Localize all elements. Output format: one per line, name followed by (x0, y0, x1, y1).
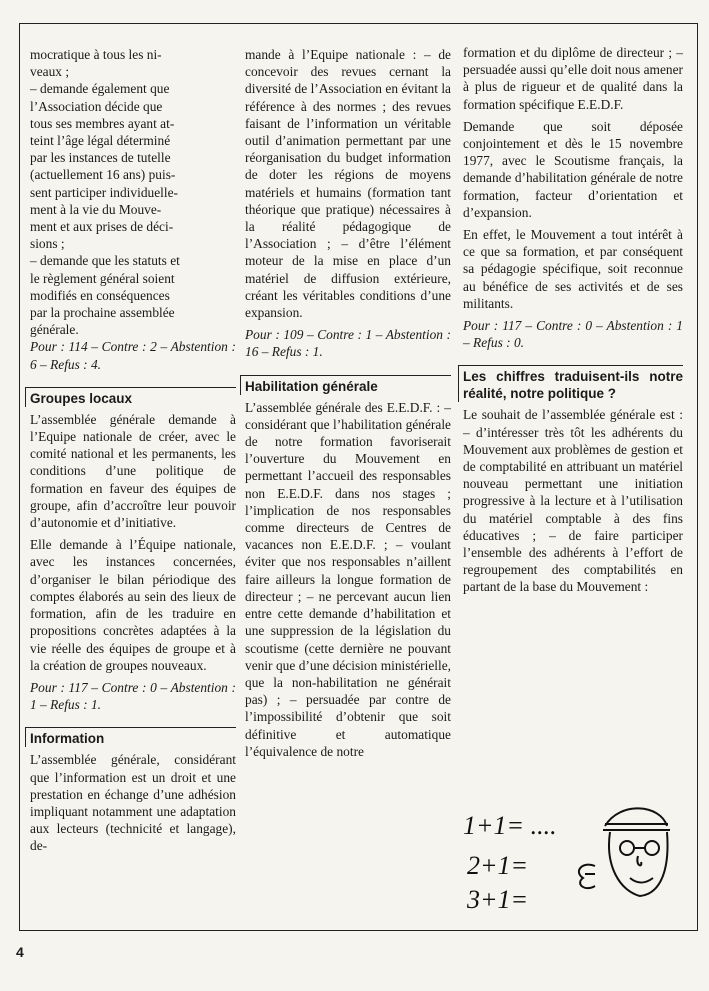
vote-result: Pour : 117 – Contre : 0 – Abstention : 1 – Refus : 0. (463, 318, 683, 351)
text-line: sions ; (30, 236, 65, 252)
text-line: tous ses membres ayant at- (30, 115, 175, 131)
equation-2: 2+1= (467, 851, 529, 880)
vote-result: Pour : 117 – Contre : 0 – Abstention : 1 – Refus : 1. (30, 679, 236, 713)
paragraph: Demande que soit déposée conjointement et dès le 15 novembre 1977, avec le Scoutisme français, la demande d’habilitation générale de notre formation, facteur d’orientation et d’expansion. (463, 118, 683, 220)
page-frame (19, 23, 698, 931)
text-line: par les instances de tutelle (30, 150, 171, 166)
text-line: (actuellement 16 ans) puis- (30, 167, 176, 183)
equation-3: 3+1= (467, 885, 529, 914)
text-line: par la prochaine assemblée (30, 305, 175, 321)
text-line: ment et aux prises de déci- (30, 219, 174, 235)
page-number: 4 (16, 944, 24, 960)
vote-result: Pour : 114 – Contre : 2 – Abstention : 6 – Refus : 4. (30, 339, 236, 372)
text-line: générale. (30, 322, 79, 338)
text-line: teint l’âge légal déterminé (30, 133, 171, 149)
text-line: ment à la vie du Mouve- (30, 201, 162, 217)
column-2 (245, 46, 451, 765)
paragraph: L’assemblée générale, considérant que l’information est un droit et une prestation en échange d’une adhésion impliquant notamment une adaptation aux lecteurs (technicité et langage), de- (30, 752, 236, 854)
text-line: modifiés en conséquences (30, 287, 170, 303)
text-line: l’Association décide que (30, 98, 163, 114)
text-line: – demande que les statuts et (30, 253, 180, 269)
cartoon-drawing (455, 796, 675, 926)
paragraph: Le souhait de l’assemblée générale est : – d’intéresser très tôt les adhérents du Mouvement aux problèmes de gestion et de comptabilité en attribuant un matériel nouveau permettant une initiation progressive à la lecture et à l’utilisation du matériel comptable à des fins éducatives ; – de faire participer l’ensemble des adhérents à l’effort de regroupement des comptabilités en partant de la base du Mouvement : (463, 407, 683, 595)
vote-result: Pour : 109 – Contre : 1 – Abstention : 16 – Refus : 1. (245, 327, 451, 360)
section-title-habilitation: Habilitation générale (240, 375, 451, 395)
face-drawing (579, 808, 670, 896)
paragraph: formation et du diplôme de directeur ; – persuadée aussi qu’elle doit nous amener à plus de rigueur et de qualité dans la formation spécifique E.E.D.F. (463, 45, 683, 112)
cartoon-illustration (455, 796, 675, 926)
paragraph: L’assemblée générale des E.E.D.F. : – considérant que l’habilitation générale de notre formation favoriserait l’ouverture du Mouvement en permettant l’accueil des responsables non E.E.D.F. dans nos stages ; l’implication de nos responsables comme directeurs de Centres de vacances non E.E.D.F. ; – voulant éviter que nos responsables n’aillent faire ailleurs la longue formation de directeur ; – ne percevant aucun lien entre cette demande d’habilitation et une suppression de la législation du scoutisme (cette dernière ne pouvant venir que d’une décision ministérielle, que la non-habilitation ne générait pas) ; – persuadée par contre de l’impossibilité d’obtenir que soit définitive et automatique l’équivalence de notre (245, 399, 451, 759)
text-line: mocratique à tous les ni- (30, 47, 162, 62)
intro-paragraph (30, 46, 236, 338)
column-3 (463, 44, 683, 601)
paragraph: L’assemblée générale demande à l’Equipe nationale de créer, avec le comité national et les permanents, les conditions d’une politique de formation en faveur des équipes de groupe, afin d’accroître leur pouvoir d’autonomie et d’initiative. (30, 411, 236, 531)
text-line: – demande également que (30, 81, 170, 97)
section-title-information: Information (25, 727, 236, 747)
column-1 (30, 46, 236, 860)
section-title-groupes-locaux: Groupes locaux (25, 387, 236, 407)
equation-1: 1+1= .... (463, 811, 557, 840)
paragraph: mande à l’Equipe nationale : – de concevoir des revues cernant la diversité de l’Association en évitant la référence à des normes ; des revues faisant de l’information un véritable outil d’animation permettant par une réorganisation du budget information de doter les régions de moyens matériels et humains (formation tant théorique que pratique) nécessaires à la réalité pédagogique de l’Association ; – d’être l’élément moteur de la mise en place d’un matériel de diffusion extérieure, créant les véritables conditions d’une expansion. (245, 47, 451, 321)
text-line: sent participer individuelle- (30, 184, 178, 200)
text-line: le règlement général soient (30, 270, 175, 286)
section-title-chiffres: Les chiffres traduisent-ils notre réalité, notre politique ? (458, 365, 683, 402)
paragraph: En effet, le Mouvement a tout intérêt à ce que sa formation, et par conséquent sa pédagogie spécifique, soit reconnue au bénéfice de ses activités et de ses militants. (463, 227, 683, 311)
paragraph: Elle demande à l’Équipe nationale, avec les instances concernées, d’organiser le bilan périodique des comptes élaborés au sein des lieux de formation, afin de les traduire en propositions concrètes adaptées à la vie réelle des équipes de groupe et à la création de groupes nouveaux. (30, 537, 236, 673)
text-line: veaux ; (30, 64, 70, 80)
